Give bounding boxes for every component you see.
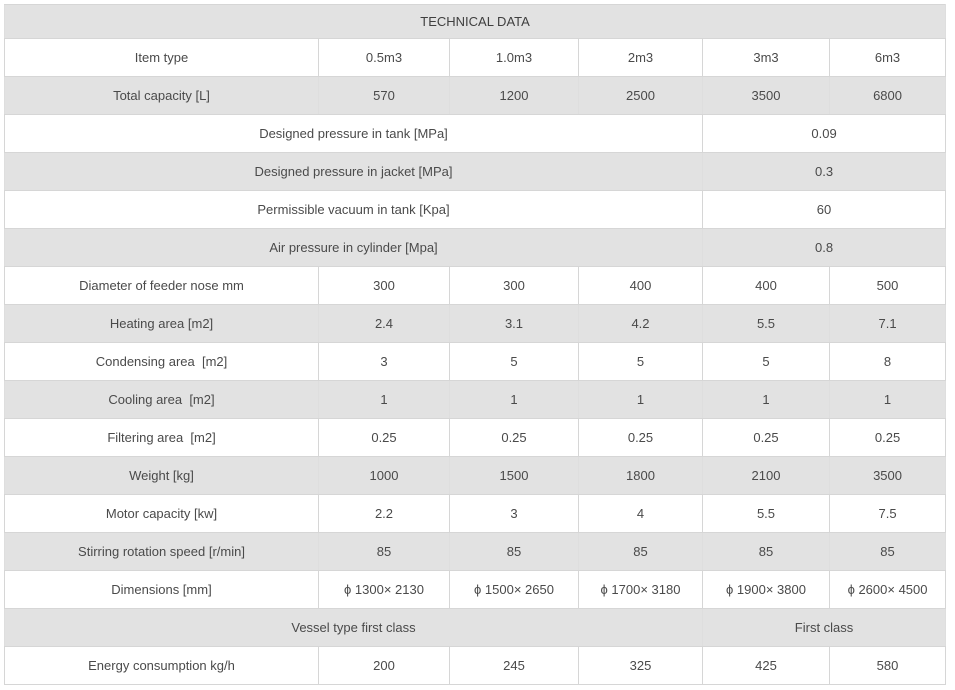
row-label: Diameter of feeder nose mm xyxy=(5,267,319,305)
table-row xyxy=(5,115,946,153)
table-row xyxy=(5,495,946,533)
row-label: Total capacity [L] xyxy=(5,77,319,115)
cell-value: 400 xyxy=(703,267,830,305)
cell-value: 5 xyxy=(450,343,579,381)
row-label: Energy consumption kg/h xyxy=(5,647,319,685)
cell-value: 1000 xyxy=(319,457,450,495)
table-row xyxy=(5,229,946,267)
table-row xyxy=(5,457,946,495)
cell-value: 2100 xyxy=(703,457,830,495)
cell-value: 200 xyxy=(319,647,450,685)
technical-data-table xyxy=(4,4,946,685)
cell-value: 2.2 xyxy=(319,495,450,533)
cell-value: 400 xyxy=(579,267,703,305)
row-label: Dimensions [mm] xyxy=(5,571,319,609)
cell-value: 85 xyxy=(703,533,830,571)
row-label: Designed pressure in tank [MPa] xyxy=(5,115,703,153)
column-header: 6m3 xyxy=(830,39,946,77)
table-row xyxy=(5,267,946,305)
cell-value: 0.25 xyxy=(319,419,450,457)
cell-value: 7.1 xyxy=(830,305,946,343)
cell-value: 0.25 xyxy=(450,419,579,457)
cell-value: 3.1 xyxy=(450,305,579,343)
table-title: TECHNICAL DATA xyxy=(5,5,946,39)
column-header: 3m3 xyxy=(703,39,830,77)
cell-value: 85 xyxy=(319,533,450,571)
cell-value: 3500 xyxy=(830,457,946,495)
cell-value: 6800 xyxy=(830,77,946,115)
row-label: Permissible vacuum in tank [Kpa] xyxy=(5,191,703,229)
cell-value: 0.25 xyxy=(830,419,946,457)
vessel-type-label: Vessel type first class xyxy=(5,609,703,647)
column-header: 0.5m3 xyxy=(319,39,450,77)
table-row xyxy=(5,343,946,381)
cell-value: ϕ 2600× 4500 xyxy=(830,571,946,609)
cell-value: 60 xyxy=(703,191,946,229)
cell-value: 5.5 xyxy=(703,305,830,343)
table-row xyxy=(5,77,946,115)
cell-value: 325 xyxy=(579,647,703,685)
cell-value: 1 xyxy=(450,381,579,419)
cell-value: 245 xyxy=(450,647,579,685)
row-label: Motor capacity [kw] xyxy=(5,495,319,533)
cell-value: 3 xyxy=(450,495,579,533)
cell-value: 1200 xyxy=(450,77,579,115)
cell-value: ϕ 1700× 3180 xyxy=(579,571,703,609)
cell-value: 1500 xyxy=(450,457,579,495)
cell-value: ϕ 1900× 3800 xyxy=(703,571,830,609)
row-label: Designed pressure in jacket [MPa] xyxy=(5,153,703,191)
column-header-item-type: Item type xyxy=(5,39,319,77)
table-row xyxy=(5,647,946,685)
column-header: 1.0m3 xyxy=(450,39,579,77)
cell-value: 300 xyxy=(319,267,450,305)
cell-value: 0.25 xyxy=(579,419,703,457)
cell-value: 1800 xyxy=(579,457,703,495)
table-row xyxy=(5,381,946,419)
cell-value: ϕ 1300× 2130 xyxy=(319,571,450,609)
cell-value: 8 xyxy=(830,343,946,381)
cell-value: 1 xyxy=(579,381,703,419)
column-header: 2m3 xyxy=(579,39,703,77)
cell-value: 4 xyxy=(579,495,703,533)
cell-value: 1 xyxy=(319,381,450,419)
cell-value: ϕ 1500× 2650 xyxy=(450,571,579,609)
vessel-class-value: First class xyxy=(703,609,946,647)
cell-value: 580 xyxy=(830,647,946,685)
cell-value: 7.5 xyxy=(830,495,946,533)
table-row xyxy=(5,533,946,571)
row-label: Weight [kg] xyxy=(5,457,319,495)
cell-value: 3 xyxy=(319,343,450,381)
table-row xyxy=(5,5,946,39)
table-row xyxy=(5,609,946,647)
table-row xyxy=(5,305,946,343)
cell-value: 0.09 xyxy=(703,115,946,153)
cell-value: 0.3 xyxy=(703,153,946,191)
table-row xyxy=(5,191,946,229)
cell-value: 0.25 xyxy=(703,419,830,457)
row-label: Filtering area [m2] xyxy=(5,419,319,457)
cell-value: 3500 xyxy=(703,77,830,115)
row-label: Heating area [m2] xyxy=(5,305,319,343)
row-label: Condensing area [m2] xyxy=(5,343,319,381)
table-row xyxy=(5,419,946,457)
cell-value: 85 xyxy=(830,533,946,571)
cell-value: 5.5 xyxy=(703,495,830,533)
table-row xyxy=(5,571,946,609)
cell-value: 85 xyxy=(579,533,703,571)
cell-value: 0.8 xyxy=(703,229,946,267)
cell-value: 425 xyxy=(703,647,830,685)
cell-value: 5 xyxy=(579,343,703,381)
row-label: Stirring rotation speed [r/min] xyxy=(5,533,319,571)
cell-value: 4.2 xyxy=(579,305,703,343)
cell-value: 500 xyxy=(830,267,946,305)
table-header-row xyxy=(5,39,946,77)
row-label: Air pressure in cylinder [Mpa] xyxy=(5,229,703,267)
row-label: Cooling area [m2] xyxy=(5,381,319,419)
cell-value: 5 xyxy=(703,343,830,381)
cell-value: 85 xyxy=(450,533,579,571)
cell-value: 1 xyxy=(703,381,830,419)
cell-value: 2.4 xyxy=(319,305,450,343)
cell-value: 1 xyxy=(830,381,946,419)
cell-value: 300 xyxy=(450,267,579,305)
cell-value: 570 xyxy=(319,77,450,115)
table-row xyxy=(5,153,946,191)
cell-value: 2500 xyxy=(579,77,703,115)
